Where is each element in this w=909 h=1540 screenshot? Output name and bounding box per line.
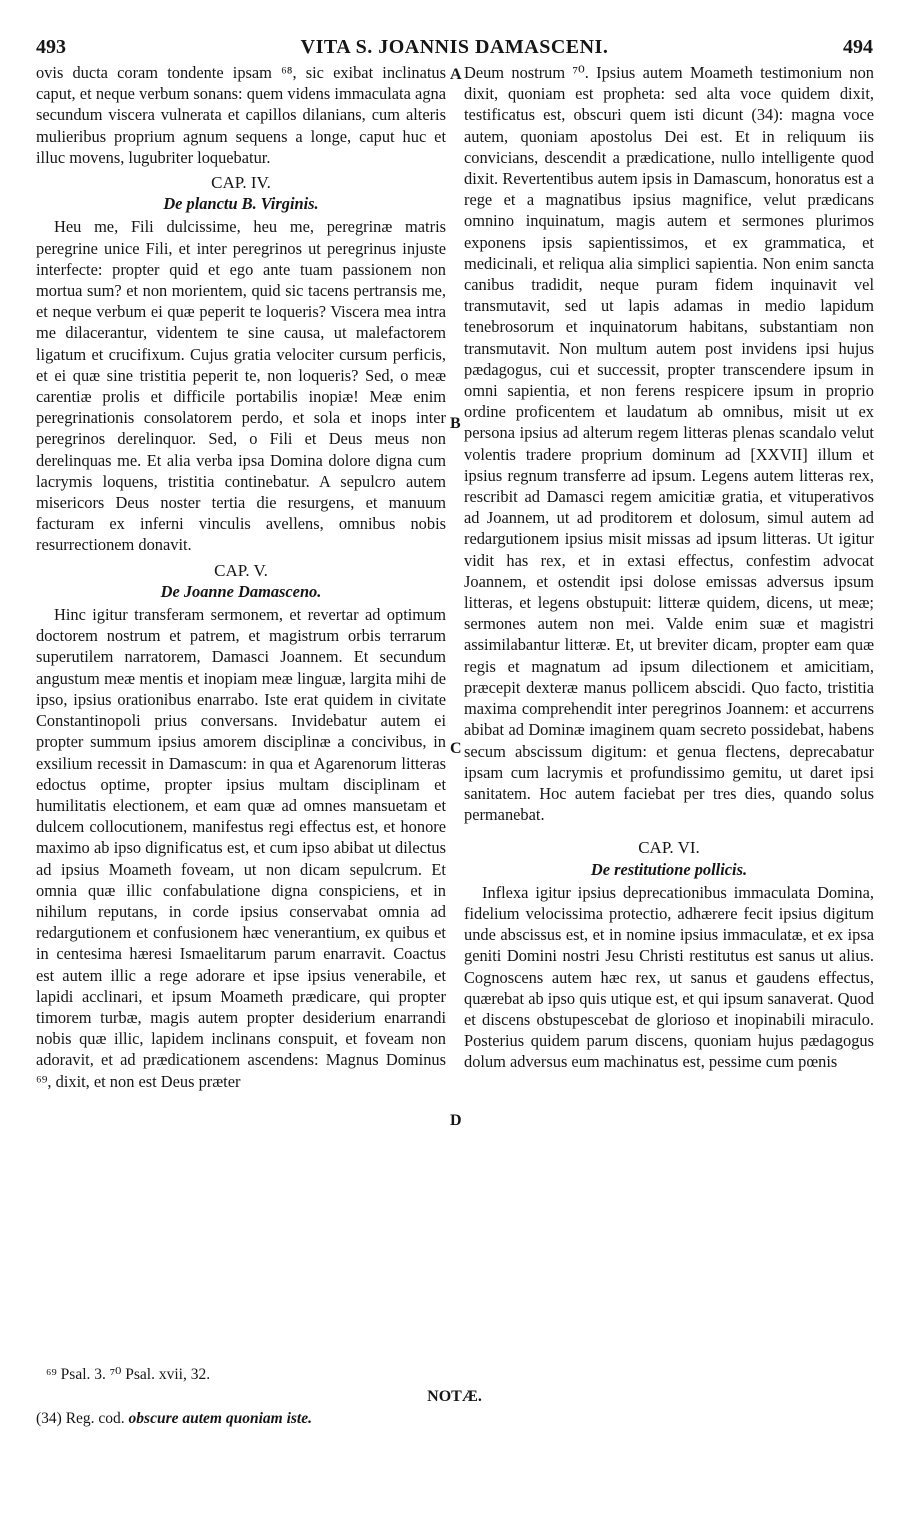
chapter-subtitle: De restitutione pollicis.	[590, 859, 748, 879]
chapter-subtitle: De Joanne Damasceno.	[160, 581, 322, 601]
margin-marker: A	[450, 66, 462, 83]
note-number: (34) Reg. cod.	[36, 1410, 125, 1427]
chapter-heading: CAP. IV.	[211, 173, 271, 193]
page-number-left: 493	[36, 36, 66, 58]
margin-marker: D	[450, 1112, 462, 1129]
margin-marker: B	[450, 415, 461, 432]
margin-marker: C	[450, 740, 462, 757]
note	[36, 1410, 312, 1428]
paragraph: Deum nostrum ⁷⁰. Ipsius autem Moameth testimonium non dixit, quoniam est propheta: sed alta voce quidem dixit, testificatus est, obscuri quem isti dicunt (34): magna voce autem, quoniam apostolus Dei est. Et in reliquum iis convicians, descendit a prædicatione, nullo intelligente quod dixit. Revertentibus autem ipsis in Damascum, honoratus est a rege et a magnatibus ipsius magnifice, velut prædicans omnino inquinatum, magis autem et sermones plurimos exponens ipsis sapientissimos, et ex grammatica, et medicinali, et reliqua alia simplici sapientia. Non enim sancta canibus tradidit, neque puram fidem inquinavit vel transmutavit, sed ut lapis adamas in medio lapidum tenebrosorum et inquinatorum habitans, substantiam non transmutavit. Non multum autem post invidens ipsi hujus pædagogus, cui et successit, propter transcendere ipsum in omni sapientia, et non ferens respicere ipsum in proprio ordine proficentem et laudatum ab omnibus, misit ut ex persona ipsius ad alterum regem litteras plenas scandalo velut volentis tradere proprium dominum ad [XXVII] illum et ipsius regnum transferre ad ipsum. Legens autem litteras rex, rescribit ad Damasci regem amicitiæ gratia, et vituperativos ad Joannem, ut ad proditorem et dolosum, simul autem ad redargutionem ipsius misit missas ad ipsum litteras. Ut igitur vidit has rex, et in extasi effectus, confestim advocat Joannem, et ostendit ipsi dolose emissas adversus ipsum litteras, et legens obstupuit: litteræ quidem, dicens, ut meæ; sermones autem non mei. Valde enim suæ et magistri assimilabantur litteræ. Et, ut breviter dicam, propter eam quæ regis et magnatum ad ipsum dilectionem et amicitiam, præcepit dexteræ manus pollicem abscidi. Quo facto, tristitia maxima comprehendit inter peregrinos Joannem: et accurrens abibat ad Dominæ imaginem quam secreto possidebat, habens secum abscissum digitum: et genua flectens, deprecabatur ipsam cum lacrymis et profundissimo gemitu, ut daret ipsi sanitatem. Hoc autem faciebat per tres dies, quando solus permanebat.	[464, 63, 874, 825]
running-title: VITA S. JOANNIS DAMASCENI.	[300, 36, 609, 58]
paragraph: Heu me, Fili dulcissime, heu me, peregrinæ matris peregrine unice Fili, et inter peregrinos ut peregrinus injuste interfecte: propter quid et ego ante tuam passionem non mortua sum? et non morientem, quid sic tacens pertransis me, et neque verbum ei quæ peperit te loqueris? Viscera mea intra me dilacerantur, videntem te sine causa, ut malefactorem ligatum et crucifixum. Cujus gratia velociter cursum perficis, et ei quæ sine tristitia peperit te, non loqueris? Sed, o meæ carentiæ prolis et difficile portabilis inopiæ! Meæ enim peregrinationis consolatorem perdo, et sola et inops inter peregrinos derelinquor. Sed, o Fili et Deus meus non derelinquas me. Et alia verba ipsa Domina dolore digna cum lacrymis loquens, tristitia continebatur. A sepulcro autem misericors Deus noster tertia die resurgens, et manuum facturam ex inferni vinculis avellens, omnibus nobis resurrectionem donavit.	[36, 217, 446, 555]
footnotes: ⁶⁹ Psal. 3. ⁷⁰ Psal. xvii, 32.	[46, 1366, 211, 1383]
paragraph: Hinc igitur transferam sermonem, et revertar ad optimum doctorem nostrum et patrem, et magistrum orbis terrarum superutilem narratorem, Damasci Joannem. Et secundum angustum meæ mentis et inopiam meæ linguæ, largita mihi de ipso, ipsius orationibus enarrabo. Iste erat quidem in civitate Constantinopoli prius conversans. Invidebatur autem ei propter summum ipsius amorem disciplinæ a concivibus, in exsilium recessit in Damascum: in qua et Agarenorum litteras edoctus optime, propter ipsius multam disciplinam et humilitatis electionem, et eam quæ ad omnes mansuetam et dulcem collocutionem, manifestus regi effectus est, et honore maximo ab ipso dignificatus est, et cum ipso abibat ut dilectus ad ipsius Moameth foveam, ut non dicam sepulcrum. Et omnia quæ illic confabulatione digna conspiciens, et in nihilum reputans, in corde ipsius conservabat omnia ad redargutionem et confusionem hæc venerantium, ex quibus et in centesima hæresi Ismaelitarum parum enarravit. Coactus est autem illic a rege adorare et ipse ipsius venerabile, et lapidi acclinari, et ipsum Moameth prædicare, qui propter timorem turbæ, magis autem propter desiderium enarrandi nobis quæ illic, lapidem inclinans conspuit, et foveam non adoravit, et ad prædicationem ascendens: Magnus Dominus ⁶⁹, dixit, et non est Deus præter	[36, 605, 446, 1091]
note-text: obscure autem quoniam iste.	[128, 1410, 312, 1427]
running-header	[36, 36, 873, 62]
paragraph: Inflexa igitur ipsius deprecationibus immaculata Domina, fidelium velocissima protectio, adhærere fecit ipsius digitum unde abscissus est, et in nomine ipsius immaculatæ, et ex ipsa geniti Domini nostri Jesu Christi restitutus est sanus ut alius. Cognoscens autem hæc rex, ut sanus et gaudens effectus, quærebat ab ipso quis utique est, et qui ipsum sanaverat. Quod et discens obstupescebat de glorioso et inopinabili miraculo. Posterius quidem parum discens, quoniam hujus pædagogus dolum adversus eum machinatus est, pessime cum pœnis	[464, 882, 874, 1072]
page-number-right: 494	[843, 36, 873, 58]
chapter-heading: CAP. V.	[214, 560, 268, 580]
paragraph: ovis ducta coram tondente ipsam ⁶⁸, sic exibat inclinatus caput, et neque verbum sonans: quem videns immaculata agna secundum viscera vulnerata et capillos dilanians, cum alteris mulieribus proprium agnum sequens a longe, caput huc et illuc movens, lugubriter loquebatur.	[36, 63, 446, 167]
notes-heading: NOTÆ.	[427, 1388, 482, 1405]
chapter-heading: CAP. VI.	[638, 838, 700, 858]
right-column	[464, 62, 874, 1073]
chapter-subtitle: De planctu B. Virginis.	[163, 194, 319, 214]
left-column	[36, 62, 446, 1092]
